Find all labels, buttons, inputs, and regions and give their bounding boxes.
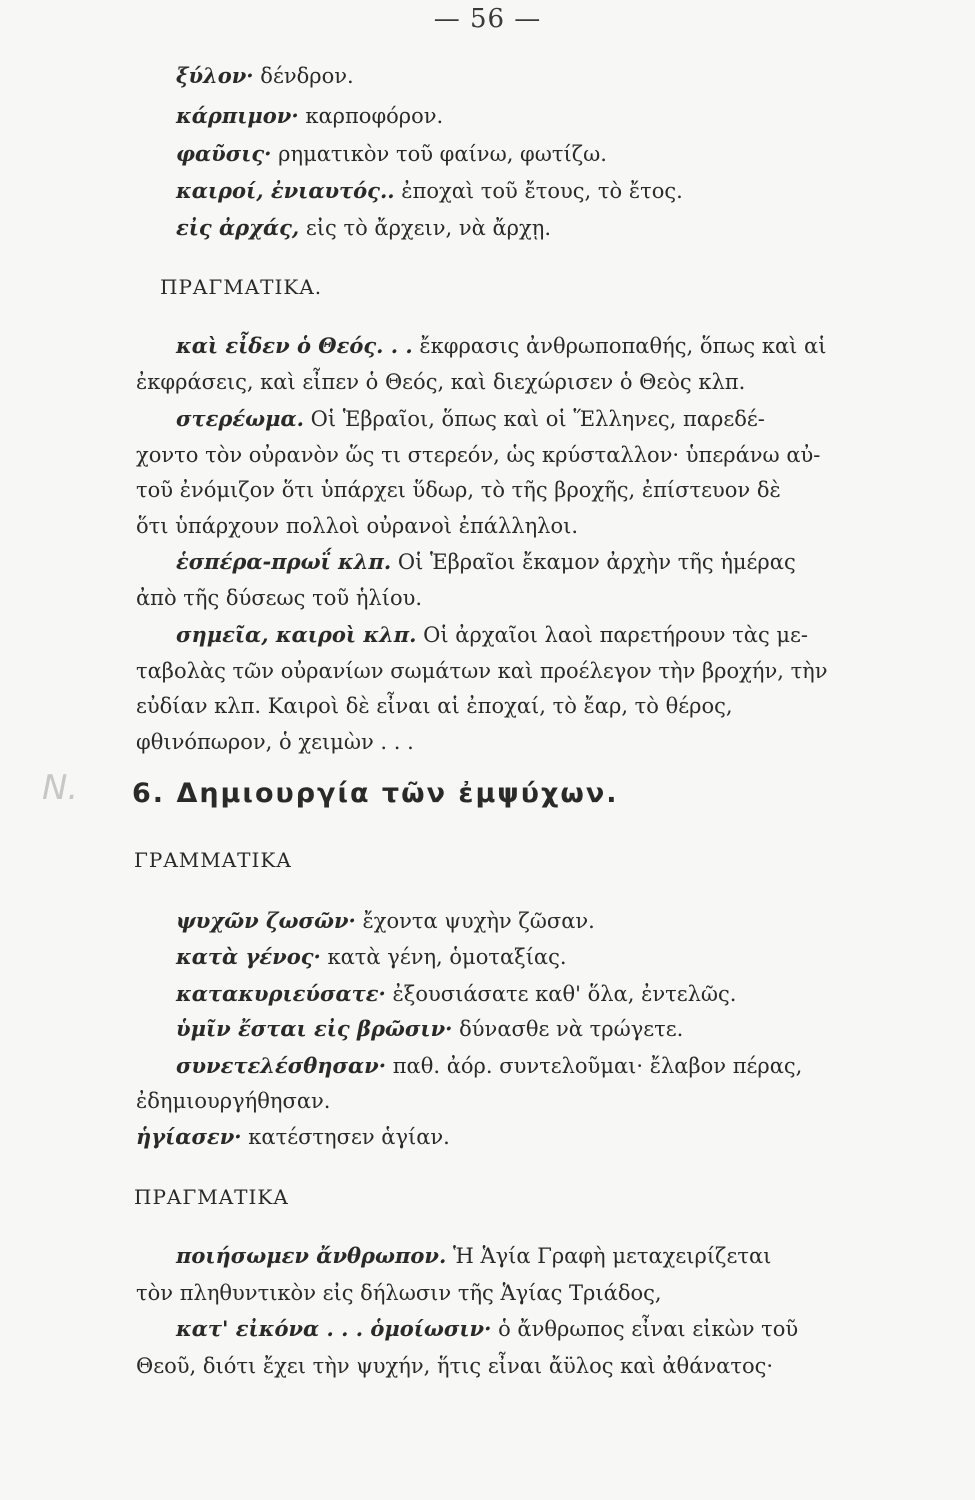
paragraph-text: Ἡ Ἁγία Γραφὴ μεταχειρίζεται: [446, 1244, 772, 1268]
glossary-term: ἡγίασεν·: [136, 1124, 242, 1149]
glossary-entry: [136, 1123, 450, 1151]
glossary-term: κάρπιμον·: [176, 103, 299, 128]
glossary-term: συνετελέσθησαν·: [176, 1053, 387, 1078]
paragraph-term: σημεῖα, καιροὶ κλπ.: [176, 622, 417, 647]
paragraph-line: ταβολὰς τῶν οὐρανίων σωμάτων καὶ προέλεγον τὴν βροχήν, τὴν: [136, 659, 828, 683]
paragraph-term: ποιήσωμεν ἄνθρωπον.: [176, 1243, 447, 1268]
paragraph-text: ἔκφρασις ἀνθρωποπαθής, ὅπως καὶ αἱ: [412, 334, 827, 358]
paragraph-line: ἐδημιουργήθησαν.: [136, 1089, 331, 1113]
paragraph-line: τὸν πληθυντικὸν εἰς δήλωσιν τῆς Ἁγίας Τριάδος,: [136, 1281, 662, 1305]
glossary-definition: καρποφόρον.: [298, 104, 444, 128]
glossary-term: εἰς ἀρχάς,: [176, 215, 300, 240]
glossary-definition: κατέστησεν ἁγίαν.: [241, 1125, 450, 1149]
glossary-definition: παθ. ἀόρ. συντελοῦμαι· ἔλαβον πέρας,: [386, 1054, 803, 1078]
paragraph-line: ἀπὸ τῆς δύσεως τοῦ ἡλίου.: [136, 586, 423, 610]
glossary-definition: ρηματικὸν τοῦ φαίνω, φωτίζω.: [271, 142, 607, 166]
section-title: ΠΡΑΓΜΑΤΙΚΑ.: [160, 275, 323, 299]
glossary-definition: ἐξουσιάσατε καθ' ὅλα, ἐντελῶς.: [385, 982, 737, 1006]
glossary-definition: ἔχοντα ψυχὴν ζῶσαν.: [355, 909, 595, 933]
chapter-heading: 6. Δημιουργία τῶν ἐμψύχων.: [132, 778, 619, 809]
glossary-entry: [176, 214, 551, 242]
paragraph-term: στερέωμα.: [176, 406, 304, 431]
glossary-term: ὑμῖν ἔσται εἰς βρῶσιν·: [176, 1016, 453, 1041]
paragraph-line: [176, 405, 765, 433]
glossary-entry: [176, 1052, 802, 1080]
paragraph-term: καὶ εἶδεν ὁ Θεός. . .: [176, 333, 413, 358]
margin-mark: N.: [42, 768, 79, 808]
glossary-entry: [176, 177, 683, 205]
paragraph-text: Οἱ ἀρχαῖοι λαοὶ παρετήρουν τὰς με-: [416, 623, 809, 647]
glossary-term: κατακυριεύσατε·: [176, 981, 386, 1006]
section-title: ΓΡΑΜΜΑΤΙΚΑ: [134, 848, 292, 872]
paragraph-line: φθινόπωρον, ὁ χειμὼν . . .: [136, 730, 414, 754]
paragraph-text: ὁ ἄνθρωπος εἶναι εἰκὼν τοῦ: [491, 1317, 799, 1341]
glossary-entry: [176, 140, 607, 168]
page-number: — 56 —: [433, 4, 542, 34]
paragraph-line: [176, 1242, 771, 1270]
glossary-definition: δένδρον.: [253, 64, 354, 88]
glossary-term: κατὰ γένος·: [176, 944, 321, 969]
paragraph-text: Οἱ Ἑβραῖοι, ὅπως καὶ οἱ Ἕλληνες, παρεδέ-: [303, 407, 765, 431]
glossary-term: ψυχῶν ζωσῶν·: [176, 908, 356, 933]
paragraph-line: [176, 548, 796, 576]
glossary-entry: [176, 102, 443, 130]
glossary-entry: [176, 1015, 683, 1043]
paragraph-line: χοντο τὸν οὐρανὸν ὥς τι στερεόν, ὡς κρύσταλλον· ὑπεράνω αὐ-: [136, 443, 821, 467]
glossary-entry: [176, 943, 567, 971]
section-title: ΠΡΑΓΜΑΤΙΚΑ: [134, 1185, 289, 1209]
glossary-term: φαῦσις·: [176, 141, 272, 166]
glossary-definition: κατὰ γένη, ὁμοταξίας.: [320, 945, 567, 969]
paragraph-line: ἐκφράσεις, καὶ εἶπεν ὁ Θεός, καὶ διεχώρισεν ὁ Θεὸς κλπ.: [136, 370, 746, 394]
paragraph-line: εὐδίαν κλπ. Καιροὶ δὲ εἶναι αἱ ἐποχαί, τὸ ἔαρ, τὸ θέρος,: [136, 694, 733, 718]
paragraph-line: Θεοῦ, διότι ἔχει τὴν ψυχήν, ἥτις εἶναι ἄϋλος καὶ ἀθάνατος·: [136, 1354, 774, 1378]
paragraph-term: κατ' εἰκόνα . . . ὁμοίωσιν·: [176, 1316, 492, 1341]
paragraph-term: ἑσπέρα-πρωΐ κλπ.: [176, 549, 392, 574]
paragraph-line: [176, 621, 808, 649]
paragraph-line: [176, 332, 826, 360]
glossary-definition: εἰς τὸ ἄρχειν, νὰ ἄρχῃ.: [299, 216, 552, 240]
glossary-entry: [176, 980, 736, 1008]
glossary-definition: δύνασθε νὰ τρώγετε.: [452, 1017, 684, 1041]
glossary-entry: [176, 62, 354, 90]
glossary-term: καιροί, ἐνιαυτός..: [176, 178, 395, 203]
glossary-entry: [176, 907, 595, 935]
glossary-definition: ἐποχαὶ τοῦ ἔτους, τὸ ἔτος.: [394, 179, 683, 203]
glossary-term: ξύλον·: [176, 63, 254, 88]
paragraph-line: [176, 1315, 798, 1343]
paragraph-text: Οἱ Ἑβραῖοι ἔκαμον ἀρχὴν τῆς ἡμέρας: [391, 550, 796, 574]
paragraph-line: ὅτι ὑπάρχουν πολλοὶ οὐρανοὶ ἐπάλληλοι.: [136, 514, 579, 538]
paragraph-line: τοῦ ἐνόμιζον ὅτι ὑπάρχει ὕδωρ, τὸ τῆς βροχῆς, ἐπίστευον δὲ: [136, 478, 781, 502]
